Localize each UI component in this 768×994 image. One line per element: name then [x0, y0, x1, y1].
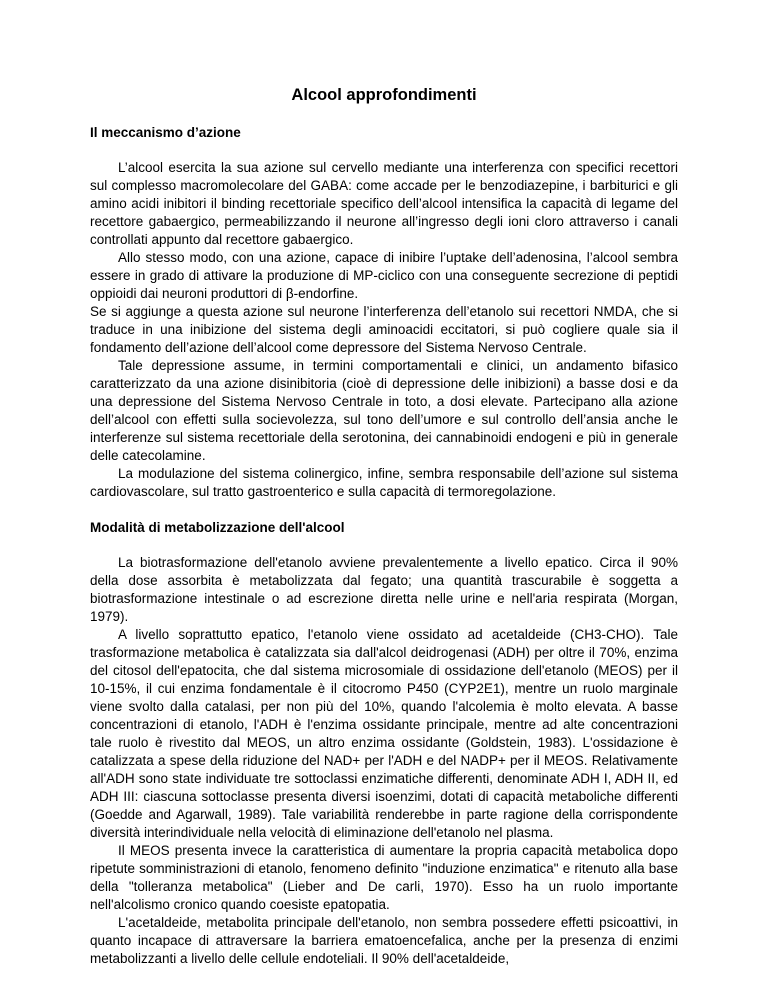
paragraph: L'acetaldeide, metabolita principale dell'etanolo, non sembra possedere effetti psicoattivi, in quanto incapace di attraversare la barriera ematoencefalica, anche per la presenza di enzimi metabolizzanti a livello delle cellule endoteliali. Il 90% dell'acetaldeide,: [90, 915, 678, 966]
section-metabolism: [90, 519, 678, 968]
paragraph: La biotrasformazione dell'etanolo avviene prevalentemente a livello epatico. Circa il 90% della dose assorbita è metabolizzata dal fegato; una quantità trascurabile è soggetta a biotrasformazione intestinale o ad escrezione diretta nelle urine e nell'aria respirata (Morgan, 1979).: [90, 555, 678, 624]
paragraph: Tale depressione assume, in termini comportamentali e clinici, un andamento bifasico caratterizzato da una azione disinibitoria (cioè di depressione delle inibizioni) a basse dosi e da una depressione del Sistema Nervoso Centrale in toto, a dosi elevate. Partecipano alla azione dell’alcool con effetti sulla socievolezza, sul tono dell’umore e sul controllo dell’ansia anche le interferenze sul sistema recettoriale della serotonina, dei cannabinoidi endogeni e più in generale delle catecolamine.: [90, 358, 678, 463]
page-title: Alcool approfondimenti: [291, 86, 477, 104]
paragraph: A livello soprattutto epatico, l'etanolo viene ossidato ad acetaldeide (CH3-CHO). Tale trasformazione metabolica è catalizzata sia dall'alcol deidrogenasi (ADH) per oltre il 70%, enzima del citosol dell'epatocita, che dal sistema microsomiale di ossidazione dell'etanolo (MEOS) per il 10-15%, il cui enzima fondamentale è il citocromo P450 (CYP2E1), mentre un ruolo marginale viene svolto dalla catalasi, per non più del 10%, quando l'alcolemia è molto elevata. A basse concentrazioni di etanolo, l'ADH è l'enzima ossidante principale, mentre ad alte concentrazioni tale ruolo è rivestito dal MEOS, un altro enzima ossidante (Goldstein, 1983). L'ossidazione è catalizzata a spese della riduzione del NAD+ per l'ADH e del NADP+ per il MEOS. Relativamente all'ADH sono state individuate tre sottoclassi enzimatiche differenti, denominate ADH I, ADH II, ed ADH III: ciascuna sottoclasse presenta diversi isoenzimi, dotati di capacità metaboliche differenti (Goedde and Agarwall, 1989). Tale variabilità renderebbe in parte ragione della corrispondente diversità interindividuale nella velocità di eliminazione dell'etanolo nel plasma.: [90, 627, 678, 840]
section-heading: Modalità di metabolizzazione dell'alcool: [90, 520, 345, 535]
document-page: [90, 84, 678, 968]
paragraph: Allo stesso modo, con una azione, capace di inibire l’uptake dell’adenosina, l’alcool sembra essere in grado di attivare la produzione di MP-ciclico con una conseguente secrezione di peptidi oppioidi dai neuroni produttori di β-endorfine.: [90, 250, 678, 301]
section-heading: Il meccanismo d’azione: [90, 125, 241, 140]
section-mechanism: [90, 124, 678, 501]
paragraph: Se si aggiunge a questa azione sul neurone l’interferenza dell’etanolo sui recettori NMDA, che si traduce in una inibizione del sistema degli aminoacidi eccitatori, si può cogliere quale sia il fondamento dell’azione dell’alcool come depressore del Sistema Nervoso Centrale.: [90, 304, 678, 355]
section-spacer: [90, 501, 678, 519]
paragraph: Il MEOS presenta invece la caratteristica di aumentare la propria capacità metabolica dopo ripetute somministrazioni di etanolo, fenomeno definito "induzione enzimatica" e ritenuto alla base della "tolleranza metabolica" (Lieber and De carli, 1970). Esso ha un ruolo importante nell'alcolismo cronico quando coesiste epatopatia.: [90, 843, 678, 912]
paragraph: L’alcool esercita la sua azione sul cervello mediante una interferenza con specifici recettori sul complesso macromolecolare del GABA: come accade per le benzodiazepine, i barbiturici e gli amino acidi inibitori il binding recettoriale specifico dell’alcool intensifica la capacità di legame del recettore gabaergico, permeabilizzando il neurone all’ingresso degli ioni cloro attraverso i canali controllati appunto dal recettore gabaergico.: [90, 160, 678, 247]
paragraph: La modulazione del sistema colinergico, infine, sembra responsabile dell’azione sul sistema cardiovascolare, sul tratto gastroenterico e sulla capacità di termoregolazione.: [90, 466, 678, 499]
